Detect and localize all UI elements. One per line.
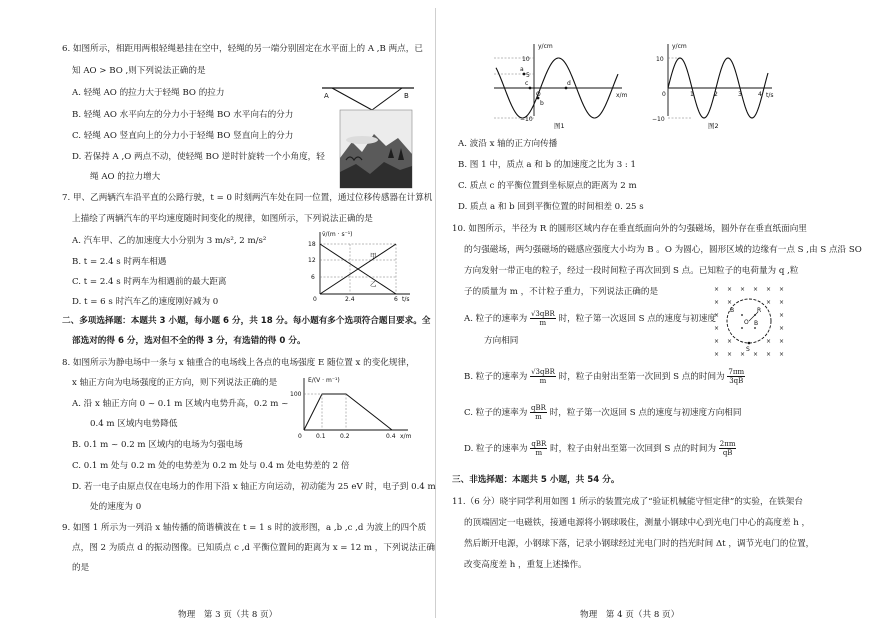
q9-stem-line1: 9. 如图 1 所示为一列沿 x 轴传播的简谐横波在 t = 1 s 时的波形图，a ,b ,c ,d 为波上的四个质 <box>62 523 427 533</box>
cross-mark: × <box>779 312 785 319</box>
cross-mark: × <box>753 351 759 358</box>
cross-mark: × <box>714 286 720 293</box>
q6-option-a: A. 轻绳 AO 的拉力大于轻绳 BO 的拉力 <box>72 88 225 98</box>
fig1-point-c <box>529 87 532 90</box>
q7-stem-line1: 7. 甲、乙两辆汽车沿平直的公路行驶，t = 0 时刻两汽车处在同一位置，通过位移传感器在计算机 <box>62 193 433 203</box>
q10-option-b-fraction: $\frac{\text{√3qBR}}{m}$ <box>531 368 555 385</box>
fig2-y-label: y/cm <box>672 43 687 50</box>
q8-field-curve <box>304 394 392 430</box>
q7-option-d: D. t = 6 s 时汽车乙的速度刚好减为 0 <box>72 297 219 307</box>
q9-option-b: B. 图 1 中，质点 a 和 b 的加速度之比为 3 : 1 <box>458 160 637 170</box>
q8-tick-100: 100 <box>290 391 302 398</box>
page-divider <box>435 8 436 618</box>
q10-fig-label-r: R <box>757 307 762 314</box>
q8-tick-0-1: 0.1 <box>316 433 326 440</box>
fig2-tick-minus10: −10 <box>652 116 665 123</box>
q6-option-c: C. 轻绳 AO 竖直向上的分力小于轻绳 BO 竖直向上的分力 <box>72 131 294 141</box>
dot-mark <box>754 327 756 329</box>
fig1-label-b: b <box>540 100 544 107</box>
cross-mark: × <box>714 325 720 332</box>
right-page <box>438 0 870 629</box>
fig2-tick-4: 4 <box>758 91 762 98</box>
fig1-origin: O <box>536 91 541 98</box>
q8-y-label: E/(V · m⁻¹) <box>308 377 340 384</box>
cross-mark: × <box>714 338 720 345</box>
fig1-point-a <box>523 73 526 76</box>
cross-mark: × <box>766 299 772 306</box>
section-3-heading: 三、非选择题：本题共 5 小题，共 54 分。 <box>452 475 620 485</box>
q9-option-a: A. 波沿 x 轴的正方向传播 <box>458 139 558 149</box>
q8-tick-0-4: 0.4 <box>386 433 396 440</box>
q8-option-a-line1: A. 沿 x 轴正方向 0 ~ 0.1 m 区域内电势升高，0.2 m ~ <box>72 399 289 409</box>
q10-stem-line3: 方向发射一带正电的粒子，经过一段时间粒子再次回到 S 点。已知粒子的电荷量为 q ,粒 <box>464 266 799 276</box>
cross-mark: × <box>714 351 720 358</box>
q8-x-label: x/m <box>400 433 412 440</box>
fig2-tick-3: 3 <box>738 91 742 98</box>
fig1-tick-10: 10 <box>522 56 530 63</box>
q10-stem-line4: 子的质量为 m ，不计粒子重力，下列说法正确的是 <box>464 287 659 297</box>
cross-mark: × <box>727 338 733 345</box>
q8-stem-line2: x 轴正方向为电场强度的正方向，则下列说法正确的是 <box>72 378 278 388</box>
fig1-tick-5: 5 <box>526 72 530 79</box>
fig1-label-d: d <box>567 80 571 87</box>
q7-tick-6: 6 <box>311 274 315 281</box>
point-s-marker <box>748 342 751 345</box>
cross-mark: × <box>727 351 733 358</box>
fig2-tick-10: 10 <box>656 56 664 63</box>
cross-mark: × <box>766 286 772 293</box>
q10-fig-label-b-inner: B <box>754 320 759 327</box>
fig1-caption: 图1 <box>554 122 565 130</box>
section-2-heading-line1: 二、多项选择题：本题共 3 小题，每小题 6 分，共 18 分。每小题有多个选项符合题目要求。全 <box>62 316 431 326</box>
q10-option-d: D. 粒子的速率为 $\frac{\text{qBR}}{m}$ 时，粒子由射出至第一次回到 S 点的时间为 $\frac{2\pi m}{qB}$ <box>464 440 736 457</box>
section-2-heading-line2: 部选对的得 6 分，选对但不全的得 3 分，有选错的得 0 分。 <box>72 336 306 346</box>
fig2-x-label: t/s <box>766 92 774 99</box>
q6-rope-figure <box>318 80 418 190</box>
cross-mark: × <box>714 312 720 319</box>
q6-fig-label-a: A <box>324 92 329 100</box>
cross-mark: × <box>740 286 746 293</box>
cross-mark: × <box>714 299 720 306</box>
q7-tick-2-4: 2.4 <box>345 296 355 302</box>
q8-option-a-line2: 0.4 m 区域内电势降低 <box>90 419 178 429</box>
q9-option-d: D. 质点 a 和 b 回到平衡位置的时间相差 0. 25 s <box>458 202 644 212</box>
q10-option-d-fraction: $\frac{\text{qBR}}{m}$ <box>531 440 547 457</box>
fig1-x-label: x/m <box>616 92 628 99</box>
q7-label-yi: 乙 <box>370 280 377 288</box>
fig1-tick-minus10: −10 <box>520 116 533 123</box>
cross-mark: × <box>766 338 772 345</box>
q11-line2: 的顶端固定一电磁铁，接通电源将小钢球吸住，测量小钢球中心到光电门中心的高度差 h ， <box>464 518 811 528</box>
q10-stem-line2: 的匀强磁场，两匀强磁场的磁感应强度大小均为 B 。O 为圆心，圆形区域的边缘有一点 S ,由 S 点沿 SO <box>464 245 862 255</box>
fig2-caption: 图2 <box>708 122 719 130</box>
fig1-point-d <box>565 87 568 90</box>
fig1-label-a: a <box>520 66 524 73</box>
q6-option-d-line2: 绳 AO 的拉力增大 <box>90 172 161 182</box>
cross-mark: × <box>753 286 759 293</box>
cross-mark: × <box>779 286 785 293</box>
q10-option-d-time-fraction: $\frac{2\pi m}{qB}$ <box>719 440 736 457</box>
q9-option-c: C. 质点 c 的平衡位置到坐标原点的距离为 2 m <box>458 181 637 191</box>
q10-option-b: B. 粒子的速率为 $\frac{\text{√3qBR}}{m}$ 时，粒子由射出至第一次回到 S 点的时间为 $\frac{7\pi m}{3qB}$ <box>464 368 745 385</box>
q8-field-chart <box>282 372 420 444</box>
q10-option-b-time-fraction: $\frac{7\pi m}{3qB}$ <box>728 368 745 385</box>
q7-tick-18: 18 <box>308 241 316 248</box>
q10-stem-line1: 10. 如图所示，半径为 R 的圆形区域内存在垂直纸面向外的匀强磁场，圆外存在垂直纸面向里 <box>452 224 807 234</box>
q7-tick-6s: 6 <box>394 296 398 302</box>
left-page-footer: 物理 第 3 页（共 8 页） <box>178 610 278 620</box>
q7-tick-0: 0 <box>313 296 317 302</box>
q6-stem-line1: 6. 如图所示，相距用两根轻绳悬挂在空中，轻绳的另一端分别固定在水平面上的 A ,B 两点，已 <box>62 44 423 54</box>
q9-stem-line2: 点，图 2 为质点 d 的振动图像。已知质点 c ,d 平衡位置间的距离为 x = 12 m ，下列说法正确 <box>72 543 435 553</box>
q7-option-a: A. 汽车甲、乙的加速度大小分别为 3 m/s², 2 m/s² <box>72 236 267 246</box>
fig2-tick-2: 2 <box>714 91 718 98</box>
fig1-y-label: y/cm <box>538 43 553 50</box>
q7-tick-12: 12 <box>308 257 316 264</box>
fig2-tick-0: 0 <box>662 91 666 98</box>
cross-mark: × <box>779 299 785 306</box>
q7-x-label: t/s <box>402 296 410 302</box>
q11-line3: 然后断开电源，小钢球下落，记录小钢球经过光电门时的挡光时间 Δt ，调节光电门的位置， <box>464 539 815 549</box>
q10-option-a: A. 粒子的速率为 $\frac{\text{√3qBR}}{m}$ 时，粒子第一次返回 S 点的速度与初速度 <box>464 310 716 327</box>
dot-mark <box>741 327 743 329</box>
right-page-footer: 物理 第 4 页（共 8 页） <box>580 610 680 620</box>
q6-stem-line2: 知 AO > BO ,则下列说法正确的是 <box>72 66 206 76</box>
q11-line1: 11.（6 分）晓宇同学利用如图 1 所示的装置完成了“验证机械能守恒定律”的实验，在铁架台 <box>452 497 803 507</box>
q10-option-c: C. 粒子的速率为 $\frac{\text{qBR}}{m}$ 时，粒子第一次返回 S 点的速度与初速度方向相同 <box>464 404 742 421</box>
q8-tick-0-2: 0.2 <box>340 433 350 440</box>
q8-stem-line1: 8. 如图所示为静电场中一条与 x 轴重合的电场线上各点的电场强度 E 随位置 x 的变化规律， <box>62 358 415 368</box>
q6-fig-label-b: B <box>404 92 409 100</box>
q7-option-c: C. t = 2.4 s 时两车为相遇前的最大距离 <box>72 277 227 287</box>
q10-fig-label-b-outer: B <box>730 307 735 314</box>
q10-fig-label-s: S <box>746 346 750 353</box>
q9-stem-line3: 的是 <box>72 563 90 573</box>
q11-line4: 改变高度差 h ，重复上述操作。 <box>464 560 587 570</box>
q7-stem-line2: 上描绘了两辆汽车的平均速度随时间变化的规律，如图所示，下列说法正确的是 <box>72 214 373 224</box>
cross-mark: × <box>727 286 733 293</box>
q8-option-c: C. 0.1 m 处与 0.2 m 处的电势差为 0.2 m 处与 0.4 m 处电势差的 2 倍 <box>72 461 350 471</box>
dot-mark <box>741 314 743 316</box>
cross-mark: × <box>740 351 746 358</box>
q9-figure-1-waveform <box>490 40 630 130</box>
q9-figure-2-vibration <box>650 40 780 130</box>
q8-tick-0: 0 <box>298 433 302 440</box>
cross-mark: × <box>779 338 785 345</box>
q8-option-d-line1: D. 若一电子由原点仅在电场力的作用下沿 x 轴正方向运动，初动能为 25 eV 时，电子到 0.4 m <box>72 482 436 492</box>
q6-option-d-line1: D. 若保持 A ,O 两点不动，使轻绳 BO 逆时针旋转一个小角度，轻 <box>72 152 325 162</box>
q10-option-a-line2: 方向相同 <box>484 336 519 346</box>
q10-magnetic-field-figure <box>710 282 788 360</box>
q7-option-b: B. t = 2.4 s 时两车相遇 <box>72 257 167 267</box>
cross-mark: × <box>779 325 785 332</box>
q8-option-b: B. 0.1 m ~ 0.2 m 区域内的电场为匀强电场 <box>72 440 243 450</box>
q6-option-b: B. 轻绳 AO 水平向左的分力小于轻绳 BO 水平向右的分力 <box>72 110 294 120</box>
fig2-tick-1: 1 <box>690 91 694 98</box>
q8-option-d-line2: 处的速度为 0 <box>90 502 142 512</box>
q10-option-a-fraction: $\frac{\text{√3qBR}}{m}$ <box>530 310 555 327</box>
q10-option-c-fraction: $\frac{\text{qBR}}{m}$ <box>531 404 546 421</box>
fig1-label-c: c <box>525 80 529 87</box>
q7-y-label: v̄/(m · s⁻¹) <box>322 231 353 238</box>
cross-mark: × <box>779 351 785 358</box>
cross-mark: × <box>727 299 733 306</box>
q7-velocity-chart <box>302 228 418 302</box>
landscape-image <box>340 110 412 188</box>
q7-label-jia: 甲 <box>370 252 377 260</box>
cross-mark: × <box>766 351 772 358</box>
q10-fig-label-o: O <box>744 319 749 326</box>
